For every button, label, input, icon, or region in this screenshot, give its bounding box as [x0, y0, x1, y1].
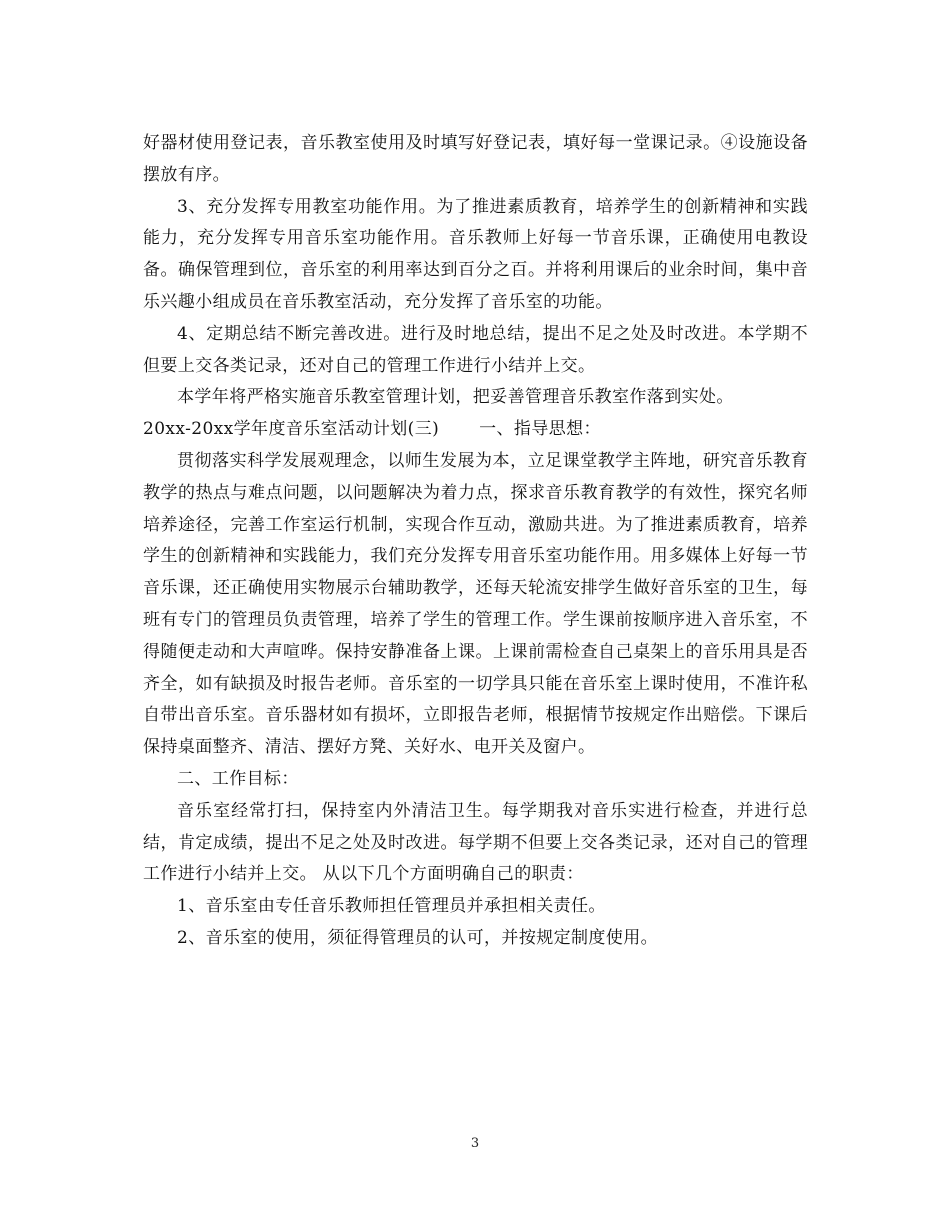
paragraph-7: 音乐室经常打扫，保持室内外清洁卫生。每学期我对音乐实进行检查，并进行总结，肯定成绩，提出不足之处及时改进。每学期不但要上交各类记录，还对自己的管理工作进行小结并上交。 从以下几个方面明确自己的职责：	[143, 800, 808, 885]
section-title: 20xx-20xx学年度音乐室活动计划(三)	[143, 419, 440, 440]
paragraph-4: 本学年将严格实施音乐教室管理计划，把妥善管理音乐教室作落到实处。	[177, 387, 734, 408]
section-heading-line	[143, 414, 808, 446]
paragraph-8: 1、音乐室由专任音乐教师担任管理员并承担相关责任。	[177, 896, 606, 917]
paragraph-1: 好器材使用登记表，音乐教室使用及时填写好登记表，填好每一堂课记录。④设施设备摆放有序。	[143, 133, 808, 185]
paragraph-2: 3、充分发挥专用教室功能作用。为了推进素质教育，培养学生的创新精神和实践能力，充分发挥专用音乐室功能作用。音乐教师上好每一节音乐课，正确使用电教设备。确保管理到位，音乐室的利用率达到百分之百。并将利用课后的业余时间，集中音乐兴趣小组成员在音乐教室活动，充分发挥了音乐室的功能。	[143, 196, 808, 312]
paragraph-6: 二、工作目标：	[177, 768, 299, 789]
paragraph-9: 2、音乐室的使用，须征得管理员的认可，并按规定制度使用。	[177, 927, 659, 948]
paragraph-3: 4、定期总结不断完善改进。进行及时地总结，提出不足之处及时改进。本学期不但要上交各类记录，还对自己的管理工作进行小结并上交。	[143, 323, 808, 376]
section-subtitle: 一、指导思想：	[479, 419, 601, 440]
document-body	[143, 128, 808, 955]
page-number: 3	[470, 1136, 480, 1151]
paragraph-5: 贯彻落实科学发展观理念，以师生发展为本，立足课堂教学主阵地，研究音乐教育教学的热点与难点问题，以问题解决为着力点，探求音乐教育教学的有效性，探究名师培养途径，完善工作室运行机制，实现合作互动，激励共进。为了推进素质教育，培养学生的创新精神和实践能力，我们充分发挥专用音乐室功能作用。用多媒体上好每一节音乐课，还正确使用实物展示台辅助教学，还每天轮流安排学生做好音乐室的卫生，每班有专门的管理员负责管理，培养了学生的管理工作。学生课前按顺序进入音乐室，不得随便走动和大声喧哗。保持安静准备上课。上课前需检查自己桌架上的音乐用具是否齐全，如有缺损及时报告老师。音乐室的一切学具只能在音乐室上课时使用，不准许私自带出音乐室。音乐器材如有损坏，立即报告老师，根据情节按规定作出赔偿。下课后保持桌面整齐、清洁、摆好方凳、关好水、电开关及窗户。	[143, 450, 808, 758]
